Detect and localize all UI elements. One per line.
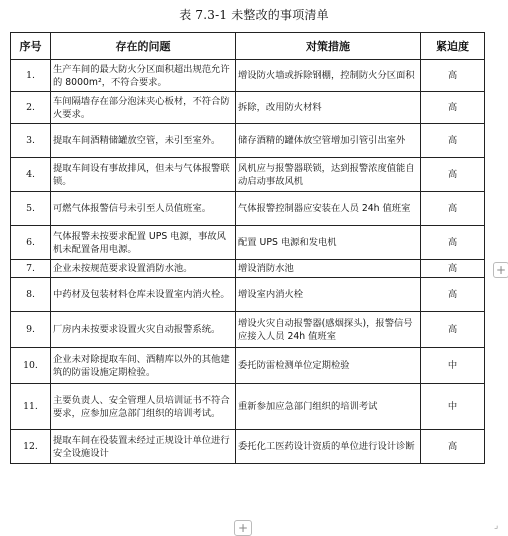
row-index: 9.: [11, 312, 51, 348]
row-urgency: 高: [421, 124, 485, 158]
row-measure: 储存酒精的罐体放空管增加引管引出室外: [236, 124, 421, 158]
table-row: [11, 192, 485, 226]
row-measure: 重新参加应急部门组织的培训考试: [236, 384, 421, 430]
table-row: [11, 384, 485, 430]
header-row: [11, 33, 485, 60]
table-row: [11, 158, 485, 192]
row-measure: 增设消防水池: [236, 260, 421, 278]
row-urgency: 中: [421, 384, 485, 430]
row-urgency: 高: [421, 260, 485, 278]
row-measure: 拆除，改用防火材料: [236, 92, 421, 124]
row-problem: 提取车间设有事故排风，但未与气体报警联锁。: [51, 158, 236, 192]
table-row: [11, 430, 485, 464]
row-urgency: 高: [421, 226, 485, 260]
row-index: 2.: [11, 92, 51, 124]
row-problem: 提取车间酒精储罐放空管，未引至室外。: [51, 124, 236, 158]
row-index: 5.: [11, 192, 51, 226]
table-caption: 表 7.3-1 未整改的事项清单: [179, 8, 329, 22]
row-problem: 企业未对除提取车间、酒精库以外的其他建筑的防雷设施定期检验。: [51, 348, 236, 384]
row-measure: 配置 UPS 电源和发电机: [236, 226, 421, 260]
table-row: [11, 124, 485, 158]
row-index: 3.: [11, 124, 51, 158]
resize-handle-icon[interactable]: ⌟: [494, 521, 499, 531]
row-urgency: 高: [421, 192, 485, 226]
row-urgency: 高: [421, 430, 485, 464]
table-row: [11, 226, 485, 260]
row-urgency: 高: [421, 60, 485, 92]
row-measure: 增设防火墙或拆除钢棚，控制防火分区面积: [236, 60, 421, 92]
table-row: [11, 348, 485, 384]
row-problem: 提取车间在役装置未经过正规设计单位进行安全设施设计: [51, 430, 236, 464]
row-index: 11.: [11, 384, 51, 430]
row-problem: 车间隔墙存在部分泡沫夹心板材，不符合防火要求。: [51, 92, 236, 124]
row-index: 8.: [11, 278, 51, 312]
row-urgency: 高: [421, 92, 485, 124]
add-column-button[interactable]: +: [493, 262, 508, 278]
row-index: 10.: [11, 348, 51, 384]
table-row: [11, 278, 485, 312]
row-problem: 中药材及包装材料仓库未设置室内消火栓。: [51, 278, 236, 312]
table-row: [11, 60, 485, 92]
row-index: 7.: [11, 260, 51, 278]
add-row-button[interactable]: +: [234, 520, 252, 536]
table-row: [11, 260, 485, 278]
row-urgency: 高: [421, 312, 485, 348]
row-index: 4.: [11, 158, 51, 192]
rectification-table: [10, 32, 485, 464]
row-problem: 可燃气体报警信号未引至人员值班室。: [51, 192, 236, 226]
row-urgency: 中: [421, 348, 485, 384]
table-row: [11, 92, 485, 124]
row-measure: 增设室内消火栓: [236, 278, 421, 312]
row-problem: 主要负责人、安全管理人员培训证书不符合要求，应参加应急部门组织的培训考试。: [51, 384, 236, 430]
row-urgency: 高: [421, 158, 485, 192]
row-problem: 生产车间的最大防火分区面积超出规范允许的 8000m²，不符合要求。: [51, 60, 236, 92]
header-urgency: 紧迫度: [421, 33, 485, 60]
row-index: 1.: [11, 60, 51, 92]
row-measure: 风机应与报警器联锁，达到报警浓度值能自动启动事故风机: [236, 158, 421, 192]
row-index: 6.: [11, 226, 51, 260]
header-problem: 存在的问题: [51, 33, 236, 60]
row-measure: 气体报警控制器应安装在人员 24h 值班室: [236, 192, 421, 226]
table-row: [11, 312, 485, 348]
row-problem: 厂房内未按要求设置火灾自动报警系统。: [51, 312, 236, 348]
row-index: 12.: [11, 430, 51, 464]
row-measure: 委托化工医药设计资质的单位进行设计诊断: [236, 430, 421, 464]
header-index: 序号: [11, 33, 51, 60]
row-problem: 企业未按规范要求设置消防水池。: [51, 260, 236, 278]
row-measure: 增设火灾自动报警器(感烟探头)，报警信号应接入人员 24h 值班室: [236, 312, 421, 348]
row-measure: 委托防雷检测单位定期检验: [236, 348, 421, 384]
header-measure: 对策措施: [236, 33, 421, 60]
row-problem: 气体报警未按要求配置 UPS 电源，事故风机未配置备用电源。: [51, 226, 236, 260]
row-urgency: 高: [421, 278, 485, 312]
